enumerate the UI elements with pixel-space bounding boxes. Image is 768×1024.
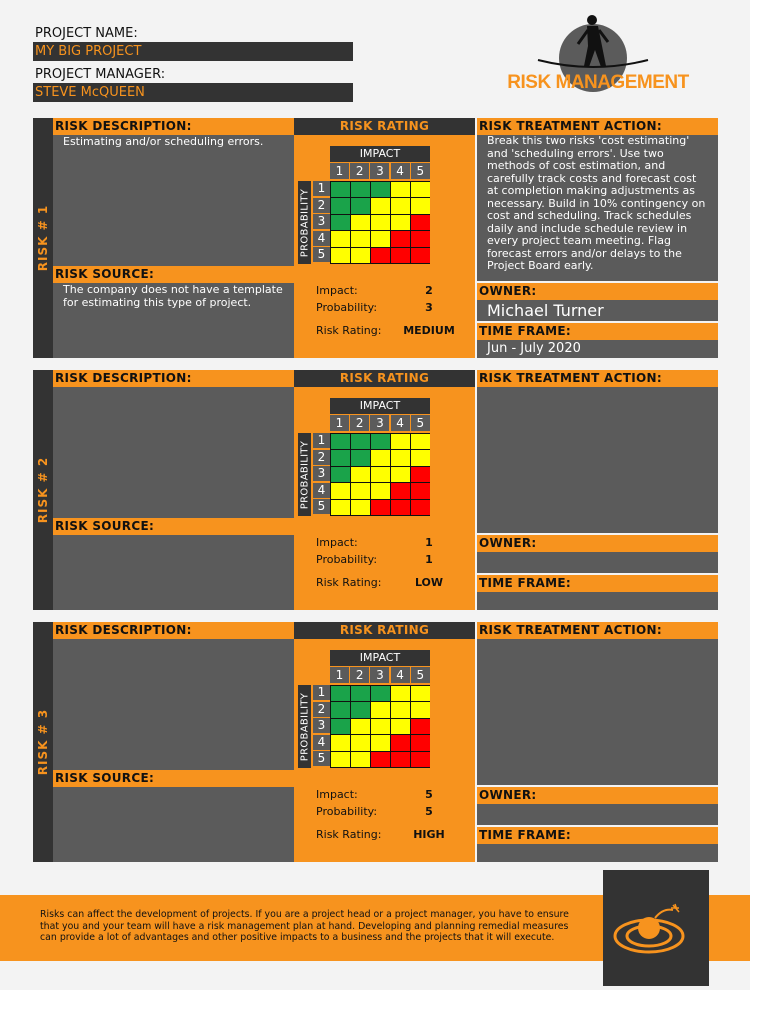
matrix-cell [371,752,390,768]
impact-scale-5: 5 [411,667,430,683]
probability-stat-label: Probability: [316,805,378,818]
matrix-cell [331,231,350,247]
risk-description-field[interactable]: Estimating and/or scheduling errors. [53,135,294,266]
footer-logo [603,870,709,986]
matrix-cell [411,231,430,247]
impact-scale-3: 3 [370,415,389,431]
probability-stat-label: Probability: [316,553,378,566]
matrix-cell [351,248,370,264]
risk-source-header: RISK SOURCE: [53,770,294,787]
impact-scale-1: 1 [330,667,349,683]
risk-description-header: RISK DESCRIPTION: [53,622,294,639]
matrix-cell [331,483,350,499]
impact-scale-1: 1 [330,163,349,179]
matrix-cell [351,182,370,198]
probability-header [298,433,311,516]
matrix-cell [351,719,370,735]
risk-source-field[interactable] [53,535,294,610]
impact-header: IMPACT [330,398,430,414]
matrix-cell [351,483,370,499]
impact-scale-1: 1 [330,415,349,431]
risk-description-header: RISK DESCRIPTION: [53,370,294,387]
probability-header [298,685,311,768]
matrix-cell [411,450,430,466]
owner-header: OWNER: [477,535,718,552]
matrix-cell [371,702,390,718]
matrix-cell [391,215,410,231]
matrix-cell [411,215,430,231]
risk-treatment-header: RISK TREATMENT ACTION: [477,622,718,639]
risk-source-field[interactable] [53,787,294,862]
risk-rating-panel [294,639,475,862]
matrix-cell [331,500,350,516]
risk-rating-stat-value: LOW [414,576,444,589]
matrix-cell [371,483,390,499]
risk-description-field[interactable] [53,639,294,770]
risk-description-header: RISK DESCRIPTION: [53,118,294,135]
impact-scale-5: 5 [411,415,430,431]
matrix-cell [371,467,390,483]
matrix-cell [391,434,410,450]
impact-scale-5: 5 [411,163,430,179]
risk-management-logo [498,10,698,100]
probability-scale-1: 1 [313,181,330,196]
matrix-cell [391,719,410,735]
matrix-cell [371,198,390,214]
risk-rating-panel [294,135,475,358]
risk-rating-stat-value: HIGH [413,828,445,841]
probability-stat-value: 1 [425,553,433,566]
risk-source-header: RISK SOURCE: [53,518,294,535]
matrix-cell [391,483,410,499]
probability-stat-value: 3 [425,301,433,314]
risk-side-bar [33,118,53,358]
impact-stat-value: 2 [425,284,433,297]
matrix-cell [371,182,390,198]
probability-label: PROBABILITY [299,188,310,257]
matrix-cell [371,735,390,751]
matrix-cell [331,215,350,231]
impact-scale-4: 4 [391,415,410,431]
probability-label: PROBABILITY [299,440,310,509]
risk-block-1 [33,118,718,358]
matrix-cell [371,500,390,516]
impact-stat-label: Impact: [316,788,358,801]
probability-scale-5: 5 [313,247,330,262]
time-frame-header: TIME FRAME: [477,827,718,844]
risk-side-bar [33,370,53,610]
owner-field[interactable]: Michael Turner [477,300,718,321]
matrix-cell [331,719,350,735]
project-manager-field[interactable]: STEVE McQUEEN [33,83,353,102]
matrix-cell [391,735,410,751]
time-frame-field[interactable] [477,844,718,862]
matrix-cell [351,198,370,214]
matrix-cell [351,231,370,247]
owner-field[interactable] [477,804,718,825]
matrix-cell [391,686,410,702]
matrix-cell [411,500,430,516]
owner-field[interactable] [477,552,718,573]
matrix-cell [371,248,390,264]
impact-header: IMPACT [330,146,430,162]
probability-scale-3: 3 [313,466,330,481]
matrix-cell [371,686,390,702]
impact-stat-value: 5 [425,788,433,801]
probability-header [298,181,311,264]
matrix-cell [411,752,430,768]
matrix-cell [411,483,430,499]
impact-stat-label: Impact: [316,284,358,297]
matrix-cell [391,500,410,516]
matrix-cell [391,450,410,466]
risk-rating-stat-label: Risk Rating: [316,324,382,337]
risk-number-label: RISK # 1 [36,204,50,272]
probability-scale-3: 3 [313,214,330,229]
matrix-cell [391,702,410,718]
matrix-cell [351,467,370,483]
matrix-cell [371,434,390,450]
matrix-cell [351,686,370,702]
matrix-cell [351,434,370,450]
matrix-cell [371,215,390,231]
matrix-cell [331,752,350,768]
matrix-cell [351,702,370,718]
time-frame-header: TIME FRAME: [477,575,718,592]
risk-block-3 [33,622,718,862]
risk-matrix [330,685,430,768]
bomb-target-icon [603,870,709,986]
owner-header: OWNER: [477,283,718,300]
risk-matrix [330,181,430,264]
risk-number-label: RISK # 2 [36,456,50,524]
probability-scale-1: 1 [313,685,330,700]
impact-scale-3: 3 [370,163,389,179]
matrix-cell [411,182,430,198]
impact-scale-2: 2 [350,667,369,683]
risk-treatment-header: RISK TREATMENT ACTION: [477,118,718,135]
probability-scale-5: 5 [313,751,330,766]
probability-label: PROBABILITY [299,692,310,761]
time-frame-field[interactable] [477,592,718,610]
risk-description-field[interactable] [53,387,294,518]
matrix-cell [391,248,410,264]
risk-treatment-header: RISK TREATMENT ACTION: [477,370,718,387]
time-frame-header: TIME FRAME: [477,323,718,340]
matrix-cell [351,215,370,231]
matrix-cell [371,231,390,247]
probability-scale-1: 1 [313,433,330,448]
impact-header: IMPACT [330,650,430,666]
matrix-cell [351,752,370,768]
matrix-cell [331,450,350,466]
matrix-cell [331,434,350,450]
time-frame-field[interactable]: Jun - July 2020 [477,340,718,358]
risk-treatment-field[interactable] [477,639,718,785]
owner-header: OWNER: [477,787,718,804]
probability-scale-4: 4 [313,231,330,246]
risk-number-label: RISK # 3 [36,708,50,776]
risk-treatment-field[interactable]: Break this two risks 'cost estimating' and 'scheduling errors'. Use two methods of cost estimation, and carefully track costs and forecast cost at completion making adjustments as necessary. Build in 10% contingency on cost and scheduling. Track schedules daily and include schedule review in every project team meeting. Flag forecast errors and/or delays to the Project Board early. [477,135,718,281]
probability-scale-2: 2 [313,450,330,465]
probability-scale-4: 4 [313,735,330,750]
matrix-cell [411,198,430,214]
risk-rating-stat-label: Risk Rating: [316,576,382,589]
matrix-cell [411,735,430,751]
matrix-cell [411,702,430,718]
footer-text: Risks can affect the development of projects. If you are a project head or a project manager, you have to ensure that you and your team will have a risk management plan at hand. Developing and planning remedial measures can provide a lot of advantages and other positive impacts to a business and the projects that it will execute. [40,909,569,943]
project-name-field[interactable]: MY BIG PROJECT [33,42,353,61]
matrix-cell [371,450,390,466]
probability-scale-3: 3 [313,718,330,733]
matrix-cell [351,735,370,751]
risk-side-bar [33,622,53,862]
risk-rating-stat-value: MEDIUM [403,324,455,337]
project-name-label: PROJECT NAME: [35,26,138,41]
impact-stat-label: Impact: [316,536,358,549]
risk-source-field[interactable]: The company does not have a template for estimating this type of project. [53,283,294,358]
matrix-cell [391,467,410,483]
matrix-cell [411,248,430,264]
matrix-cell [351,500,370,516]
impact-scale-4: 4 [391,667,410,683]
matrix-cell [391,182,410,198]
risk-block-2 [33,370,718,610]
impact-scale-2: 2 [350,415,369,431]
impact-scale-4: 4 [391,163,410,179]
matrix-cell [351,450,370,466]
matrix-cell [411,719,430,735]
risk-matrix [330,433,430,516]
probability-scale-4: 4 [313,483,330,498]
probability-scale-2: 2 [313,198,330,213]
matrix-cell [331,467,350,483]
probability-stat-value: 5 [425,805,433,818]
page-edge-bottom [0,990,768,1024]
matrix-cell [331,735,350,751]
matrix-cell [391,231,410,247]
risk-rating-stat-label: Risk Rating: [316,828,382,841]
risk-rating-header: RISK RATING [294,370,475,387]
matrix-cell [331,182,350,198]
page-edge-right [750,0,768,1024]
matrix-cell [411,434,430,450]
matrix-cell [331,248,350,264]
impact-stat-value: 1 [425,536,433,549]
risk-treatment-field[interactable] [477,387,718,533]
risk-rating-panel [294,387,475,610]
matrix-cell [331,686,350,702]
risk-rating-header: RISK RATING [294,622,475,639]
matrix-cell [371,719,390,735]
impact-scale-2: 2 [350,163,369,179]
probability-scale-2: 2 [313,702,330,717]
logo-title: RISK MANAGEMENT [507,72,689,93]
probability-scale-5: 5 [313,499,330,514]
risk-source-header: RISK SOURCE: [53,266,294,283]
risk-rating-header: RISK RATING [294,118,475,135]
matrix-cell [411,467,430,483]
matrix-cell [331,198,350,214]
impact-scale-3: 3 [370,667,389,683]
matrix-cell [411,686,430,702]
matrix-cell [391,198,410,214]
matrix-cell [331,702,350,718]
probability-stat-label: Probability: [316,301,378,314]
project-manager-label: PROJECT MANAGER: [35,67,166,82]
matrix-cell [391,752,410,768]
